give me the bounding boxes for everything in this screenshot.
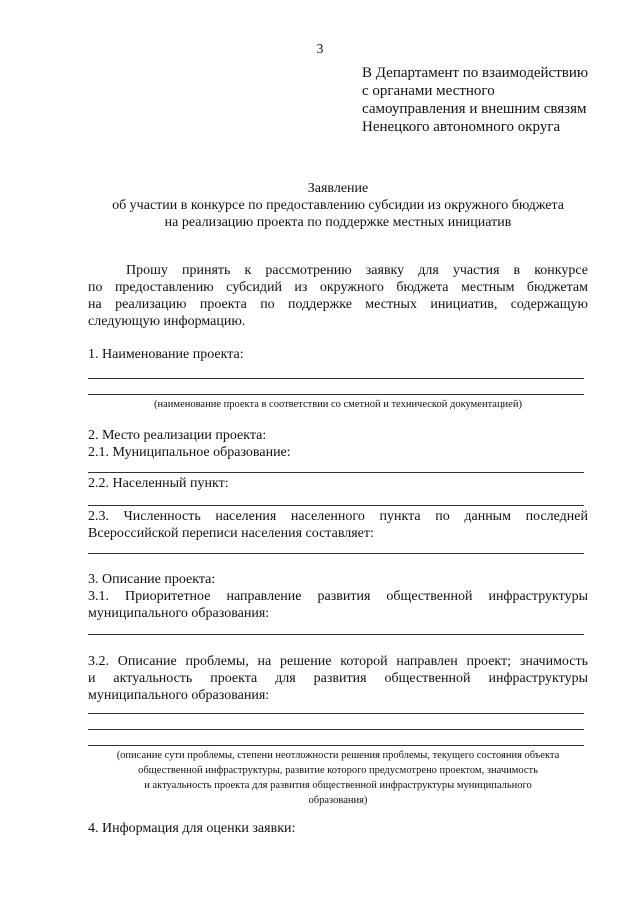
section-1-label: 1. Наименование проекта: — [88, 347, 244, 362]
section-3-2 — [88, 653, 588, 704]
section-3-1 — [88, 588, 588, 622]
page-number: 3 — [316, 41, 324, 56]
caption-line: и актуальность проекта для развития общественной инфраструктуры муниципального — [144, 780, 532, 791]
fill-line — [88, 713, 584, 714]
fill-line — [88, 745, 584, 746]
section-3-1-line: муниципального образования: — [88, 606, 270, 621]
intro-line: Прошу принять к рассмотрению заявку для участия в конкурсе — [126, 263, 588, 278]
addressee-block — [362, 64, 622, 136]
fill-line — [88, 553, 584, 554]
section-2-2: 2.2. Населенный пункт: — [88, 476, 229, 491]
section-3-label: 3. Описание проекта: — [88, 572, 216, 587]
fill-line — [88, 472, 584, 473]
section-2-3 — [88, 508, 588, 542]
addressee-line: самоуправления и внешним связям — [362, 101, 587, 117]
intro-line: по предоставлению субсидий из окружного бюджета местным бюджетам — [88, 280, 588, 295]
addressee-line: В Департамент по взаимодействию — [362, 65, 589, 81]
section-2-3-line: Всероссийской переписи населения составляет: — [88, 526, 374, 541]
section-2-label: 2. Место реализации проекта: — [88, 428, 267, 443]
section-3-2-line: 3.2. Описание проблемы, на решение которой направлен проект; значимость — [88, 654, 588, 669]
document-title — [88, 180, 588, 231]
caption-line: общественной инфраструктуры, развитие которого предусмотрено проектом, значимость — [138, 765, 538, 776]
title-heading: Заявление — [307, 181, 369, 196]
intro-paragraph — [88, 262, 588, 330]
caption-line: образования) — [308, 795, 368, 806]
section-1-caption: (наименование проекта в соответствии со сметной и технической документацией) — [154, 399, 522, 410]
intro-line: на реализацию проекта по поддержке местных инициатив, содержащую — [88, 297, 588, 312]
section-3-caption — [84, 748, 592, 808]
fill-line — [88, 378, 584, 379]
fill-line — [88, 729, 584, 730]
title-subtitle: на реализацию проекта по поддержке местных инициатив — [164, 215, 512, 230]
caption-line: (описание сути проблемы, степени неотложности решения проблемы, текущего состояния объекта — [116, 750, 560, 761]
section-2-1: 2.1. Муниципальное образование: — [88, 445, 291, 460]
fill-line — [88, 634, 584, 635]
section-4-label: 4. Информация для оценки заявки: — [88, 821, 296, 836]
fill-line — [88, 394, 584, 395]
intro-line: следующую информацию. — [88, 314, 246, 329]
section-3-1-line: 3.1. Приоритетное направление развития общественной инфраструктуры — [88, 589, 588, 604]
fill-line — [88, 505, 584, 506]
addressee-line: с органами местного — [362, 83, 495, 99]
section-2-3-line: 2.3. Численность населения населенного пункта по данным последней — [88, 509, 588, 524]
title-subtitle: об участии в конкурсе по предоставлению субсидии из окружного бюджета — [112, 198, 564, 213]
section-3-2-line: муниципального образования: — [88, 688, 270, 703]
section-3-2-line: и актуальность проекта для развития общественной инфраструктуры — [88, 671, 588, 686]
addressee-line: Ненецкого автономного округа — [362, 119, 561, 135]
